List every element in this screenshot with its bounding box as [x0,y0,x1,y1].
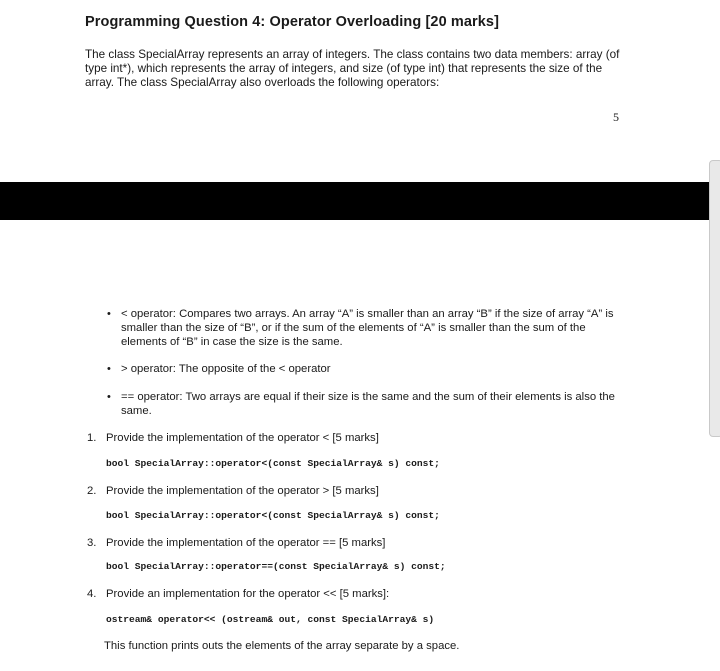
question-heading: Programming Question 4: Operator Overloading [20 marks] [85,14,500,30]
question-number: 1. [87,432,97,444]
page-separator [0,182,720,220]
scrollbar-thumb[interactable] [709,160,720,437]
bullet-text: == operator: Two arrays are equal if their size is the same and the sum of their elements is also the same. [121,391,615,417]
question-number: 4. [87,588,97,600]
code-signature: bool SpecialArray::operator==(const SpecialArray& s) const; [106,561,446,572]
page-number: 5 [613,110,619,124]
document-page-bottom [0,220,720,671]
bullet-text: > operator: The opposite of the < operator [121,363,331,375]
bullet-marker: • [107,308,111,320]
question-item [87,587,389,601]
function-note: This function prints outs the elements of the array separate by a space. [104,640,460,652]
bullet-marker: • [107,391,111,403]
question-text: Provide the implementation of the operator > [5 marks] [106,485,379,497]
question-item [87,484,379,498]
intro-paragraph: The class SpecialArray represents an array of integers. The class contains two data members: array (of type int*), which represents the array of integers, and size (of type int) that represents the size of the array. The class SpecialArray also overloads the following operators: [85,48,620,89]
bullet-item [107,362,626,376]
question-text: Provide the implementation of the operator == [5 marks] [106,537,386,549]
question-text: Provide the implementation of the operator < [5 marks] [106,432,379,444]
question-text: Provide an implementation for the operator << [5 marks]: [106,588,390,600]
bullet-item [107,390,626,418]
bullet-item [107,307,626,349]
question-item [87,431,379,445]
code-signature: bool SpecialArray::operator<(const SpecialArray& s) const; [106,458,440,469]
code-signature: bool SpecialArray::operator<(const SpecialArray& s) const; [106,510,440,521]
question-item [87,536,385,550]
code-signature: ostream& operator<< (ostream& out, const SpecialArray& s) [106,614,435,625]
question-number: 2. [87,485,97,497]
bullet-marker: • [107,363,111,375]
bullet-text: < operator: Compares two arrays. An array “A” is smaller than an array “B” if the size of array “A” is smaller than the size of “B”, or if the sum of the elements of “A” is smaller than the sum of the elements of “B” in case the size is the same. [121,308,614,348]
question-number: 3. [87,537,97,549]
